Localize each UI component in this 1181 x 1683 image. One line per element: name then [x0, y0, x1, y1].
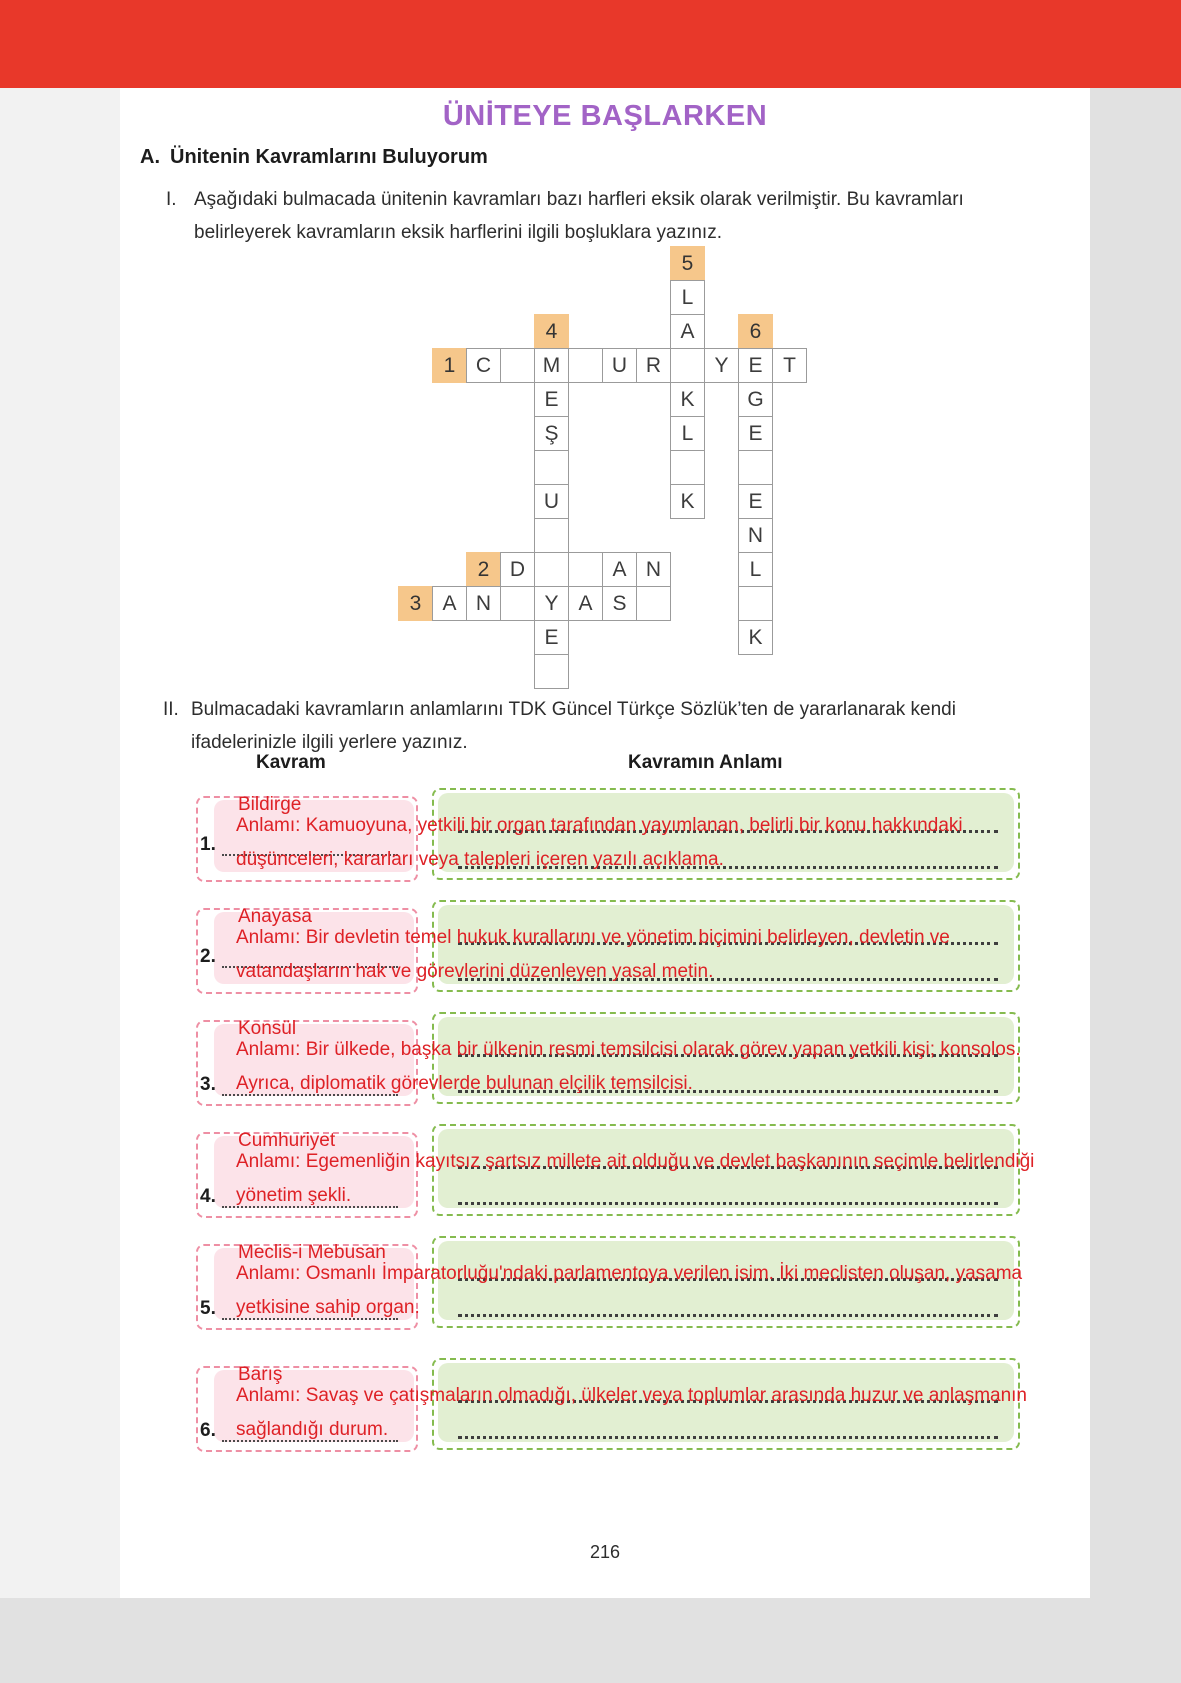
- item-number: 1.: [200, 834, 216, 855]
- crossword-letter-cell: M: [534, 348, 569, 383]
- concept-name: Anayasa: [238, 906, 312, 927]
- crossword-letter-cell: L: [670, 280, 705, 315]
- crossword-number-cell: 6: [738, 314, 773, 349]
- instruction-2-text: Bulmacadaki kavramların anlamlarını TDK Güncel Türkçe Sözlük’ten de yararlanarak kendi ifadelerinizle ilgili yerlere yazınız.: [191, 699, 956, 753]
- crossword-grid: [398, 246, 807, 689]
- crossword-letter-cell: R: [636, 348, 671, 383]
- crossword-letter-cell: Y: [704, 348, 739, 383]
- crossword-letter-cell: A: [670, 314, 705, 349]
- crossword-letter-cell: E: [738, 484, 773, 519]
- meaning-dotted-line-2: [458, 1202, 998, 1205]
- answer-line-2: düşünceleri, kararları veya talepleri içeren yazılı açıklama.: [236, 849, 724, 870]
- answer-line-2: yönetim şekli.: [236, 1185, 352, 1206]
- instruction-2: [163, 694, 1029, 759]
- crossword-empty-cell[interactable]: [500, 586, 535, 621]
- crossword-letter-cell: U: [602, 348, 637, 383]
- crossword-empty-cell[interactable]: [500, 348, 535, 383]
- crossword-letter-cell: E: [738, 416, 773, 451]
- vocab-item: [196, 1012, 1020, 1104]
- item-number: 5.: [200, 1298, 216, 1319]
- crossword-empty-cell[interactable]: [534, 450, 569, 485]
- crossword-letter-cell: K: [738, 620, 773, 655]
- crossword-letter-cell: T: [772, 348, 807, 383]
- crossword-letter-cell: G: [738, 382, 773, 417]
- concept-name: Barış: [238, 1364, 283, 1385]
- crossword-empty-cell[interactable]: [568, 348, 603, 383]
- answer-line-2: sağlandığı durum.: [236, 1419, 389, 1440]
- crossword-letter-cell: Ş: [534, 416, 569, 451]
- answer-line-1: Anlamı: Bir ülkede, başka bir ülkenin resmi temsilcisi olarak görev yapan yetkili kişi; konsolos.: [236, 1039, 1021, 1060]
- crossword-letter-cell: Y: [534, 586, 569, 621]
- answer-line-1: Anlamı: Kamuoyuna, yetkili bir organ tarafından yayımlanan, belirli bir konu hakkındaki: [236, 815, 963, 836]
- crossword-empty-cell[interactable]: [534, 654, 569, 689]
- concept-name: Cumhuriyet: [238, 1130, 336, 1151]
- page-title: ÜNİTEYE BAŞLARKEN: [442, 100, 768, 132]
- section-a-label: A.: [140, 146, 160, 168]
- crossword-number-cell: 1: [432, 348, 467, 383]
- item-number: 4.: [200, 1186, 216, 1207]
- answer-line-1: Anlamı: Osmanlı İmparatorluğu'ndaki parlamentoya verilen isim. İki meclisten oluşan, yasama: [236, 1263, 1023, 1284]
- concept-name: Meclis-i Mebusan: [238, 1242, 386, 1263]
- crossword-letter-cell: L: [738, 552, 773, 587]
- crossword-letter-cell: A: [568, 586, 603, 621]
- crossword-letter-cell: L: [670, 416, 705, 451]
- crossword-empty-cell[interactable]: [568, 552, 603, 587]
- crossword-number-cell: 4: [534, 314, 569, 349]
- bottom-page-margin: [0, 1598, 1181, 1683]
- crossword-letter-cell: N: [466, 586, 501, 621]
- crossword-letter-cell: S: [602, 586, 637, 621]
- vocab-list: [196, 788, 1035, 1470]
- instruction-1: [166, 184, 1032, 249]
- section-a-heading-text: Ünitenin Kavramlarını Buluyorum: [170, 146, 488, 168]
- instruction-1-label: I.: [166, 189, 177, 210]
- answer-line-2: Ayrıca, diplomatik görevlerde bulunan elçilik temsilcisi.: [236, 1073, 693, 1094]
- item-number: 3.: [200, 1074, 216, 1095]
- concept-name: Bildirge: [238, 794, 302, 815]
- concept-name: Konsül: [238, 1018, 297, 1039]
- answer-line-2: vatandaşların hak ve görevlerini düzenleyen yasal metin.: [236, 961, 714, 982]
- crossword-empty-cell[interactable]: [670, 348, 705, 383]
- crossword-letter-cell: E: [534, 382, 569, 417]
- page: [120, 88, 1090, 1598]
- answer-line-1: Anlamı: Savaş ve çatışmaların olmadığı, ülkeler veya toplumlar arasında huzur ve anlaşmanın: [236, 1385, 1027, 1406]
- vocab-item: [196, 1124, 1035, 1216]
- crossword-letter-cell: A: [432, 586, 467, 621]
- crossword-letter-cell: N: [738, 518, 773, 553]
- crossword-empty-cell[interactable]: [534, 518, 569, 553]
- concept-column-header: Kavram: [256, 752, 326, 773]
- crossword-letter-cell: U: [534, 484, 569, 519]
- crossword-number-cell: 5: [670, 246, 705, 281]
- crossword-empty-cell[interactable]: [738, 586, 773, 621]
- item-number: 6.: [200, 1420, 216, 1441]
- crossword-letter-cell: K: [670, 382, 705, 417]
- answer-line-1: Anlamı: Bir devletin temel hukuk kurallarını ve yönetim biçimini belirleyen, devletin ve: [236, 927, 950, 948]
- crossword-number-cell: 2: [466, 552, 501, 587]
- crossword-letter-cell: E: [534, 620, 569, 655]
- answer-line-1: Anlamı: Egemenliğin kayıtsız şartsız millete ait olduğu ve devlet başkanının seçimle belirlendiği: [236, 1151, 1035, 1172]
- crossword-empty-cell[interactable]: [636, 586, 671, 621]
- crossword-empty-cell[interactable]: [670, 450, 705, 485]
- answer-line-2: yetkisine sahip organ.: [236, 1297, 420, 1318]
- instruction-2-label: II.: [163, 699, 179, 720]
- meaning-column-header: Kavramın Anlamı: [628, 752, 783, 773]
- crossword-letter-cell: A: [602, 552, 637, 587]
- item-number: 2.: [200, 946, 216, 967]
- vocab-item: [196, 1358, 1027, 1450]
- crossword-number-cell: 3: [398, 586, 433, 621]
- meaning-dotted-line-2: [458, 1436, 998, 1439]
- vocab-item: [196, 1236, 1023, 1328]
- crossword-empty-cell[interactable]: [534, 552, 569, 587]
- instruction-1-text: Aşağıdaki bulmacada ünitenin kavramları bazı harfleri eksik olarak verilmiştir. Bu kavramları belirleyerek kavramların eksik harflerini ilgili boşluklara yazınız.: [194, 189, 964, 243]
- crossword-empty-cell[interactable]: [738, 450, 773, 485]
- section-a-heading: [140, 146, 488, 169]
- vocab-item: [196, 788, 1020, 880]
- right-page-margin: [1090, 88, 1181, 1683]
- crossword-letter-cell: N: [636, 552, 671, 587]
- page-number: 216: [589, 1542, 621, 1562]
- crossword-letter-cell: E: [738, 348, 773, 383]
- vocab-item: [196, 900, 1020, 992]
- crossword-letter-cell: C: [466, 348, 501, 383]
- meaning-dotted-line-2: [458, 1314, 998, 1317]
- crossword-letter-cell: D: [500, 552, 535, 587]
- top-red-banner: [0, 0, 1181, 88]
- crossword-letter-cell: K: [670, 484, 705, 519]
